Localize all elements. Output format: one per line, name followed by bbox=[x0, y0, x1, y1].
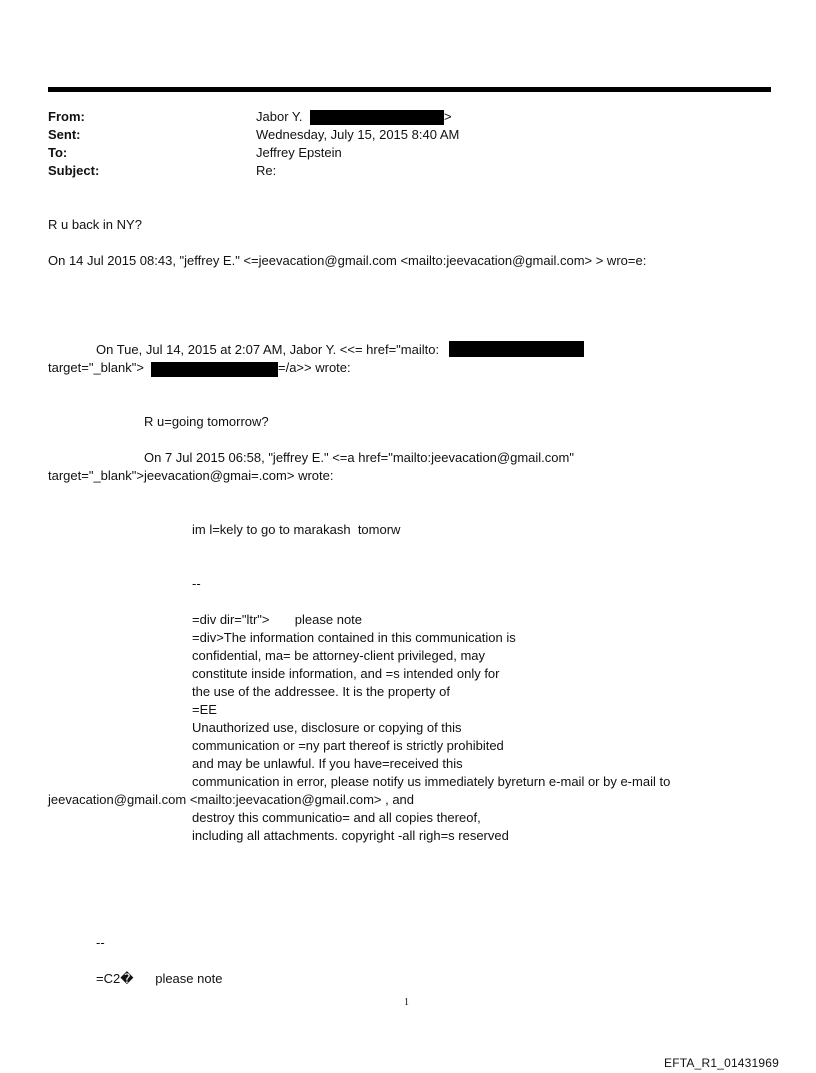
body-line: and may be unlawful. If you have=received this bbox=[192, 756, 463, 771]
subject-value: Re: bbox=[256, 163, 277, 178]
body-line: target="_blank">jeevacation@gmai=.com> wrote: bbox=[48, 468, 334, 483]
body-line: destroy this communicatio= and all copies thereof, bbox=[192, 810, 481, 825]
subject-label: Subject: bbox=[48, 163, 100, 178]
body-line: communication in error, please notify us immediately byreturn e-mail or by e-mail to bbox=[192, 774, 671, 789]
body-line: On Tue, Jul 14, 2015 at 2:07 AM, Jabor Y. <<= href="mailto: bbox=[96, 342, 440, 357]
page-number: 1 bbox=[404, 997, 409, 1008]
body-line: -- bbox=[96, 935, 105, 950]
redaction-block bbox=[449, 341, 584, 357]
body-line: =div>The information contained in this communication is bbox=[192, 630, 516, 645]
body-line: the use of the addressee. It is the property of bbox=[192, 684, 450, 699]
body-line: On 14 Jul 2015 08:43, "jeffrey E." <=jeevacation@gmail.com <mailto:jeevacation@gmail.com> > wro=e: bbox=[48, 253, 647, 268]
body-line: -- bbox=[192, 576, 201, 591]
body-line: Unauthorized use, disclosure or copying of this bbox=[192, 720, 462, 735]
body-line: target="_blank"> bbox=[48, 360, 144, 375]
body-line: communication or =ny part thereof is strictly prohibited bbox=[192, 738, 504, 753]
sent-label: Sent: bbox=[48, 127, 81, 142]
header-rule bbox=[48, 87, 771, 92]
body-line: including all attachments. copyright -all righ=s reserved bbox=[192, 828, 509, 843]
bates-number: EFTA_R1_01431969 bbox=[664, 1056, 780, 1070]
from-label: From: bbox=[48, 109, 85, 124]
body-line: R u=going tomorrow? bbox=[144, 414, 269, 429]
body-line: constitute inside information, and =s intended only for bbox=[192, 666, 500, 681]
body-line: im l=kely to go to marakash tomorw bbox=[192, 522, 401, 537]
body-line: confidential, ma= be attorney-client privileged, may bbox=[192, 648, 486, 663]
redaction-block bbox=[310, 110, 444, 125]
body-line: =div dir="ltr"> please note bbox=[192, 612, 363, 627]
from-name: Jabor Y. bbox=[256, 109, 303, 124]
sent-value: Wednesday, July 15, 2015 8:40 AM bbox=[256, 127, 460, 142]
body-line: =/a>> wrote: bbox=[278, 360, 351, 375]
from-tail: > bbox=[444, 109, 452, 124]
body-line: =C2� please note bbox=[96, 971, 223, 986]
to-label: To: bbox=[48, 145, 68, 160]
redaction-block bbox=[151, 362, 278, 377]
body-line: =EE bbox=[192, 702, 217, 717]
body-line: On 7 Jul 2015 06:58, "jeffrey E." <=a href="mailto:jeevacation@gmail.com" bbox=[144, 450, 574, 465]
body-line: R u back in NY? bbox=[48, 217, 142, 232]
body-line: jeevacation@gmail.com <mailto:jeevacation@gmail.com> , and bbox=[48, 792, 415, 807]
to-value: Jeffrey Epstein bbox=[256, 145, 342, 160]
